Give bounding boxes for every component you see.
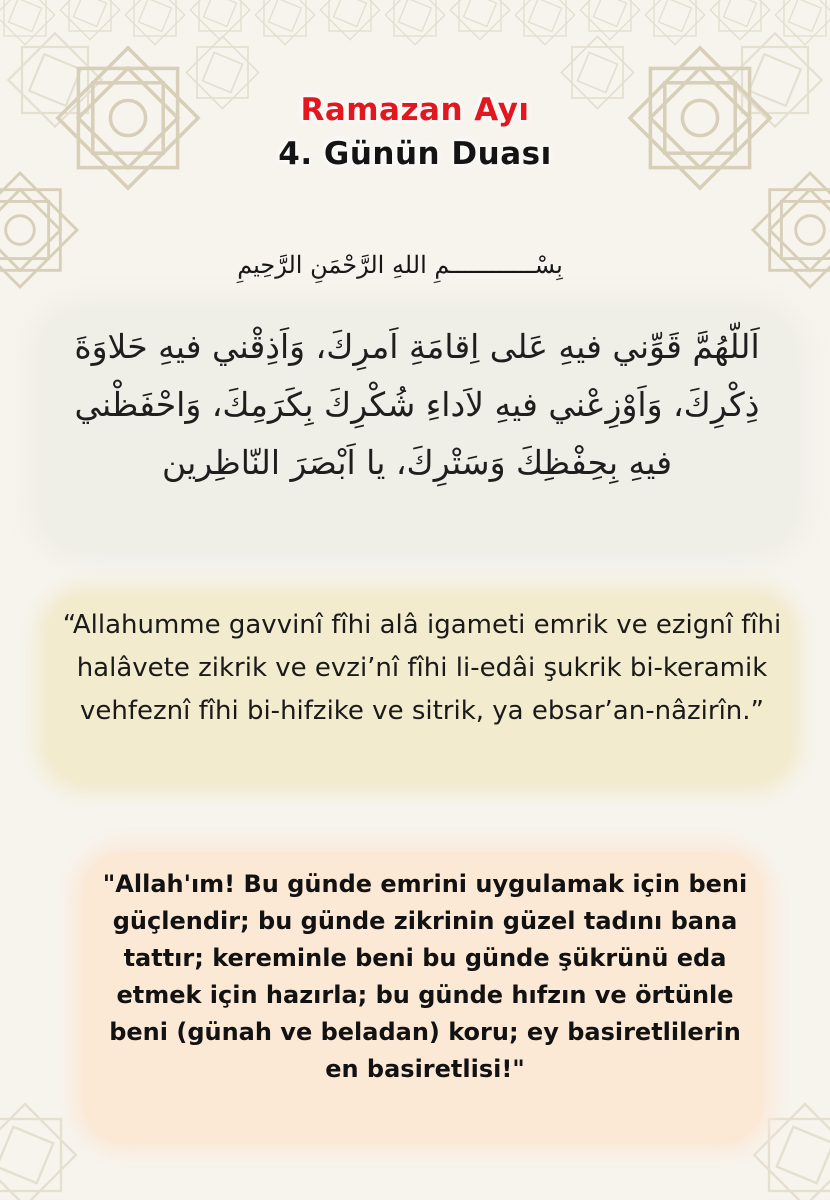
basmala-text: بِسْــــــــــــمِ اللهِ الرَّحْمَنِ الرَّحِيمِ bbox=[237, 251, 563, 279]
arabic-prayer-text: اَللّهُمَّ قَوِّني فيهِ عَلى اِقامَةِ اَمرِكَ، وَاَذِقْني فيهِ حَلاوَةَ ذِكْرِكَ، وَاَوْزِعْني فيهِ لاَداءِ شُكْرِكَ بِكَرَمِكَ، وَاحْفَظْني فيهِ بِحِفْظِكَ وَسَتْرِكَ، يا اَبْصَرَ النّاظِرين bbox=[74, 327, 760, 482]
day-title: 4. Günün Duası bbox=[278, 136, 552, 172]
transliteration-text: “Allahumme gavvinî fîhi alâ igameti emrik ve ezignî fîhi halâvete zikrik ve evzi’nî fîhi li-edâi şukrik bi-keramik vehfeznî fîhi bi-hifzike ve sitrik, ya ebsar’an-nâzirîn.” bbox=[62, 610, 782, 726]
translation-text: "Allah'ım! Bu günde emrini uygulamak için beni güçlendir; bu günde zikrinin güzel tadını bana tattır; kereminle beni bu günde şükrünü eda etmek için hazırla; bu günde hıfzın ve örtünle beni (günah ve beladan) koru; ey basiretlilerin en basiretlisi!" bbox=[102, 870, 748, 1083]
month-title: Ramazan Ayı bbox=[300, 92, 530, 128]
title-area bbox=[0, 88, 830, 176]
